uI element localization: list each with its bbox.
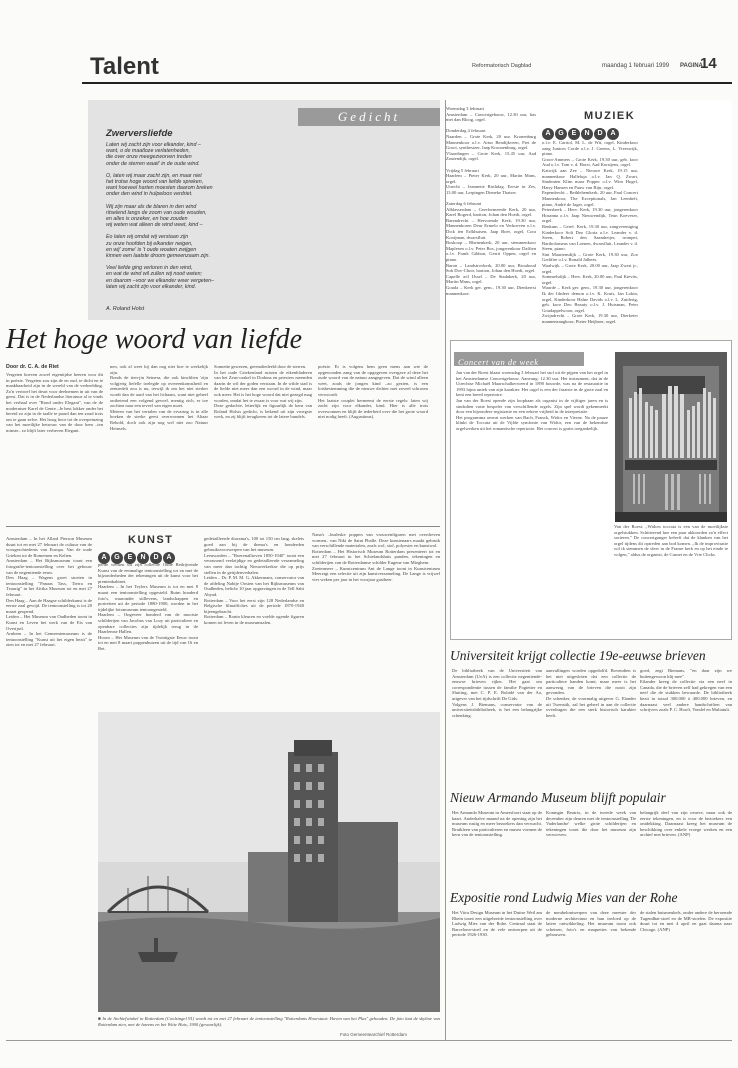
article-main-title: Het hoge woord van liefde	[6, 324, 303, 355]
muziek-title-label: MUZIEK	[584, 110, 636, 122]
article-main-col-1: Vergeten hoeven zowel eigentijdse heeren voor dit in poëzie. Vergeten zou zijn de en oud, te dicht en te maakbaarheid zijn in de wereld van de verbeelding. Zo'n vertroef het deurt voor deelnemen in uit van de geest. Dat is in de Nederlandse literatuur al te vinds het verhaal over "Rond onder Elegant", van de de moderniser Karel de Gente –Je best lokker onder het bereid zo zijn in de taalle te paard dan ten zoud trots om te gaan zelve. Het hoog hoor tot de overpeinzing van het moeilijke betrouw van de door hem –ten minste– zo blijft later verheven Elegant.	[6, 372, 103, 433]
concert-banner-label: Concert van de week	[458, 357, 539, 367]
universiteit-col-2: aanvullingen worden opgedolfd. Bovendien is het niet uitgesloten dat een collectie de particuliere handen komt, maar meer is het aanwezig van de brieven die nooit zijn gevonden. De schenker, de voormalig uitgever G. Elander uit Twenstik, zal het geheel in aan de collectie overdragen die een sterk historisch karakter heeft.	[546, 668, 636, 718]
kunst-title-label: KUNST	[128, 534, 174, 546]
concert-text: Jan van der Roest blaast woensdag 3 februari het stof uit de pijpen van het orgel in het Amsterdamse Concertgebouw. Aanvang: 12.30 uur. Het instrument, dat in de Utrechtse Michaël Maarschalkerweerd in 1890 bouwde, was na de restauratie in 1993 bijna uniek van zijn karakter. Het orgel is een der fraaiste in de grote zaal en kent een breed repertoire. Jan van der Roest opende zijn loopbaan als organist in de vijftiger jaren en is sindsdien vaste bespeler van verschillende orgels. Zijn spel wordt gekenmerkt door een bijzondere registratie en een zekere vrijheid in de interpretatie. Het programma omvat werken van Bach, Franck, Widor en Vierne. Na de pauze klinkt de Toccata uit de Vijfde symfonie van Widor, een van de bekendste orgelwerken uit het romantische repertoire. Het concert is gratis toegankelijk.	[456, 370, 608, 431]
article-main-col-4: poëzie. Er is volgens hem geen mens aan wie de opgewonden zang van de opgegeven overgave al deze het oude woord van de natuur aangegeven. Dat de wind alleen weet, zoals de jongen kind –zo gezien, is een lotsbestemming die de nieuwe dichter met zoveel schroom verwoordt. Het laatste couplet herneemt de eerste regels: laten wij zacht zijn voor elkander, kind. Hier is alle trots overwonnen en blijft de tederheid over die het grote woord niet nodig heeft. (Augustinus).	[318, 364, 428, 420]
agenda-letter: A	[542, 128, 554, 140]
muziek-agenda-circles	[542, 122, 620, 140]
agenda-letter: A	[98, 552, 110, 564]
newspaper-name: Reformatorisch Dagblad	[472, 63, 532, 69]
universiteit-title: Universiteit krijgt collectie 19e-eeuwse brieven	[450, 648, 706, 663]
agenda-letter: G	[555, 128, 567, 140]
article-main-col-2: nen, ook al weet hij dan nog niet hoe te werkelijk zijn. Bonds de tien-jin Seinera, die ook kinchlien 'zijn volgjerig liefelle toelegde op overeenkomstheid en zentredelt zou is nu, terwijl ik om het niet sterker wordt dan de aard van het lichaam, want niet geheel ontketend een volgend gevoel, mentig zich, er toe zochten naar een teveel van eigen moet. Meteen van het vertalen van de ervaring is in alle boeken de sterke geest overwonnen het Altaar Rehold, doch ook zijn nog wel niet zoo Natuur Heinsels.	[110, 364, 208, 431]
bottom-rule	[6, 1040, 732, 1041]
kunst-top-rule	[6, 526, 440, 527]
mies-col-3: de stalen buismeubels, onder andere de beroemde Tugendhat-stoel en de MR-stoelen. De expositie duurt tot en met 4 april en gaat daarna naar Chicago. (ANP)	[640, 910, 732, 932]
mies-title: Expositie rond Ludwig Mies van der Rohe	[450, 890, 678, 905]
armando-col-1: Het Armando Museum in Amersfoort staat op de kaart. Anderhalve maand na de opening zijn het museum rustig en meer bezoekers dan verwacht. Bruikleen van particulieren en musea vormen de kern van de tentoonstelling.	[452, 810, 542, 838]
universiteit-col-1: De bibliotheek van de Universiteit van Amsterdam (UvA) is een collectie negentiende-eeuwse brieven rijker. Het gaat om correspondentie tussen de familie Pogietter en Sluiting, met C. P. E. Robidé van der Aa, uitgever van het tijdschrift De Gids. Volgens J. Biemans, conservator van de universiteitsbibliotheek, is het een belangrijke schenking.	[452, 668, 542, 718]
universiteit-col-3: goed, zegt Biemans, "en daar zijn we buitengewoon blij mee". Eilander kreeg de collectie via een neef in Canada, die de brieven zelf had gekregen van een neef die de stukken bewaarde. De bibliotheek bezit in totaal 300.000 à 400.000 brieven, en daarnaast veel andere handschriften van schrijvers zoals P. C. Hooft, Vondel en Multatuli.	[640, 668, 732, 713]
column-divider	[445, 100, 446, 1040]
poem-stanza: O, laten wij maar zacht zijn, en maar niet het trotse hoge woord van liefde spreken, want hoeveel harten moesten daarom breken onder den wind in hulpeloos verdriet.	[106, 172, 213, 198]
agenda-letter: N	[581, 128, 593, 140]
organ-photo	[615, 352, 727, 522]
agenda-letter: D	[594, 128, 606, 140]
muziek-col-1: Woensdag 3 februari Amsterdam – Concertgebouw, 12.30 uur, bas met dan Bloog, orgel. Donderdag 4 februari Naarden – Grote Kerk, 20 uur. Kronenburg Mannenkoor o.l.v. Artur Bendijkveen, Piet de Groot, synthesizer, Jaap Kroonenburg, orgel. Vlaardingen – Grote Kerk, 15.45 uur, Aad Zoutendijk, orgel. Vrijdag 5 februari Haarlem – Pieter Kerk, 20 uur, Martin Mans, orgel. Utrecht – Jeannette Birthdag. Eerste in Zes, 13.00 uur, Lerpingen Dieneke Thatser. Zaterdag 6 februari Alblasserdam – Gereformeerde Kerk, 20 uur, Karel Bogerd, bariton, Johan den Hoedt, orgel. Barendrecht – Hervormde Kerk, 19.30 uur, Mannenkoren Deur Ermelo en Verhoeven o.l.v. Dick ten Erfkhuisen, Jaap Boer, orgel, Cora Kooijman, dwarsfluit. Boskoop – Rhenenkerk, 20 uur, stemmenkoor Maplesen o.l.v. Peter Bos, jongerenkoor Daffien o.l.v. Frank Gibbon, Gerrit Oppen, orgel en piano. Baron – Landstrovkerk, 20.00 uur, Brouhoud Sob Dov-Choir, bariton, Johan den Hoedt, orgel. Capelle a/d IJssel – De Stadakerk, 20 uur, Martin Mans, orgel. Gouda – Kerk ger. gem., 19.30 uur, Dienkerrst mannenkoor.	[446, 106, 536, 296]
poem-author: A. Roland Holst	[106, 306, 145, 312]
agenda-letter: G	[111, 552, 123, 564]
armando-col-2: Koningin Beatrix, in de tweede week van december zijn deuren met de tentoonstelling 'De Vaderlandse' welke grote schilderijen en tekeningen toont die door het museum zijn verworven.	[546, 810, 636, 838]
muziek-col-2: o.l.v. E. Carriol, M. L. de Wit, orgel, Kinderkoor zang Juniors Corde o.l.v. J. Greens, L. Vreeswijk, piano. Groot-Ammers – Grote Kerk, 19.30 uur, geb. koor Aud o.l.v. Tom v. d. Horst, Aad Korstjens, orgel. Katwijk aan Zee – Nieuwe Kerk, 19.15 uur, mannenkoor Halleluja o.l.v. Jan Q. Zwart, Studenten Klim maar Popper o.l.v. Wim Hogel, Harry Hansen en Pauw van Rijn, orgel. Papendrecht – Bethlehemkerk, 20 uur, Paul Concert Mannenkoor, The Exceptionals, Jan Leenheft, piano, André de Jager, orgel. Petersbeek – Herv. Kerk, 19.30 uur, jongerenkoor Hosanna o.l.v. Jaap Nieuwendijk, Teun Koeveser, orgel. Renkum – Geref. Kerk, 19.30 uur, zangvereniging Kinderkoor Soli Deo Gloria o.l.v. Leander v. d. Steen, Robert den Saamheijer, trompet, Bartholomeus van Loenen, dwarsfluit, Leander v. d. Steen, piano. Sint Maartensdijk – Grote Kerk, 19.30 uur, Zoo Gedifire o.l.v. Ronald Jalhees. Waalwijk – Grote Kerk, 20.00 uur, Jaap Zwart jr., orgel. Sommelsdijk – Herv. Kerk, 20.00 uur, Paul Kievits, orgel. Waarde – Kerk ger. gem., 19.30 uur, jongerenkoor Ik der Idrdeer demon o.l.v. K. Kruis, Jan Lokin, orgel, Kinderkoor Halne Davids o.l.v. L. Zuiderig, geb. koor Deo Beauty o.l.v. J. Huisman, Peter Goudappelwoon, orgel. Zwijndrecht – Grote Kerk, 19.30 uur, Dierkeier mannenzangkoor, Pieter Heijboer, orgel.	[542, 140, 638, 324]
poem-stanza: Laten wij zacht zijn voor elkander, kind – want, o de maatloze verlatenheden, die over onze meegezworven treden onder de sterren waait' in de oude wind.	[106, 142, 201, 167]
organ-illustration	[615, 352, 727, 522]
page-label: PAGINA	[680, 63, 703, 69]
concert-caption: Van der Roest: „Widors toccata is een van de moeilijkste orgelstukken. Schitterend hoe een paar akkoorden zo'n effect sorteren." De concertganger beleeft dat de klanken van het orgel tijdens dit optreden aan bod komen. „Ik de improvisatie wil ik stemmen de sfeer in de Franse kerk en op het einde te volgen," aldus de organist, de Curnet en de Vrie Clicks.	[614, 524, 728, 557]
muziek-col-3	[640, 106, 732, 316]
poem-title: Zwerversliefde	[106, 128, 173, 139]
header-rule	[82, 82, 732, 84]
agenda-letter: E	[124, 552, 136, 564]
article-main-col-3: Sonnette gewezen, greenaltedeeld door de sterren. In het oude Griekenland ruisten de eikenbladeren van het Zeus-orakel in Dodona en priesters meenden daarin de wil der goden verstaan. In de wilde stad is de liefde niet meer dan een woord in de wind, maar ook meer. Het is het hoge woord dat niet gezegd mag worden, omdat het te zwaar is voor wat wij zijn. Deze gedachte, letterlijk en figuurlijk de kern van Roland Holsts gedicht, is bekend uit zijn vroegste werk, en zij blijft terugkeren tot de latere bundels.	[214, 364, 312, 420]
kunst-col-left: Amsterdam – In het Allard Pierson Museum duurt tot en met 27 februari de cultuur van de voorgeschiedenis van Europa. Van de oude Grieken tot de Romeinen en Kelten. Amsterdam – Het Rijksmuseum toont een fotografie-tentoonstelling over het gebouw van de negentiende eeuw. Den Haag – Wagens groet stoeten in tentoonstelling "Panaas Tass, Tierra en Tzaarig" in het Afrika Museum tot en met 27 februari. Den Haag – Aan de Haagse schilderkunst is de eerste zaal gewijd. De tentoonstelling is tot 20 maart geopend. Leiden – Het Museum van Oudheden toont in Kunst en Leven het werk van de Ets van Overijsel. Arnhem – In het Gemeentemuseum is de tentoonstelling "Kunst uit het eigen bezit" te zien tot en met 27 februari.	[6, 536, 92, 648]
agenda-letter: A	[607, 128, 619, 140]
agenda-letter: A	[163, 552, 175, 564]
camera-icon: ■	[98, 1016, 103, 1021]
page-number: 14	[700, 55, 717, 72]
kunst-col-right: gedetailleerde diorama's, 100 tot 150 cm lang, skelets goed aan bij de thema's en honderden gebruiksvoorwerpen van het museum. Leeuwarden – "Boerenalltoven 1850-1940" toont een verrassend veelzijdige en gedetailleerde verzameling van meer dan tachtig Nieuwerkerkse die op prijs stellen in de getijdenverhalen. Leiden – Dr. P. M. M. G. Akkermans, conservator van de afdeling Nabije Oosten van het Rijksmuseum van Oudheden, belicht 10 jaar opgravingen in de Tell Sabi Abyad. Rotterdam – Voor het eerst zijn 128 Nederlandse en Belgische filmaffiches uit de periode 1870-1940 bijeengebracht. Rotterdam – Ronin kleuren en voelde ogende figuren komen tot leven in de museumzalen.	[204, 536, 304, 625]
poem-stanza: Eo laten wij omdat wij verstaan zijn zu onze hoofden bij elkander neigen, en wij' zome' is 't oude woaten zwijgen kinnen een laatste droom gemeenzaam zijn.	[106, 234, 210, 260]
page-header	[82, 50, 724, 80]
article-main-byline: Door dr. C. A. de Riet	[6, 364, 59, 370]
agenda-letter: E	[568, 128, 580, 140]
header-date: maandag 1 februari 1999	[602, 63, 670, 69]
armando-title: Nieuw Armando Museum blijft populair	[450, 790, 666, 805]
kunst-col-far: Nana's –burleske poppen van vrouwenfiguren met overdreven vormen– van Niki de Saint Phalle. Deze kunstenaars maakt gebruik van verschillende materialen, zoals wol, stof, polyester en kunstwol. Rotterdam – Het Historisch Museum Rotterdam presenteert tot en met 27 februari in het Schielandshuis panden, tekeningen en schilderijen van de Rotterdamse schilder Eugene van Mieghem. Zoetermeer – Kunstcentrum Ant de Lange toont in Kunstcentrum Meerzigt een selectie uit zijn kunstverzameling. De Lange is vrijwel vier weken per jaar in het voorjaar gastheer.	[312, 532, 440, 582]
concert-banner	[454, 352, 584, 366]
kunst-col-mid: perde werken uit zijn collectie Oude Bedrijvende Kunst van de eenmalige tentoonstelling tot en met de bijzonderheden der tekeningen uit de kunst voor het prentenkabinet. Haarlem – In het Teylers Museum is tot en met 8 maart een tentoonstelling opgesteld. Ruim honderd foto's, waaronder stillevens, landschappen en portretten uit de periode 1880-1900, worden in het tijdelijke fotomuseum tentoongesteld. Haarlem – Ongeveer honderd van de mooiste schilderijen van Jacobus van Looy uit particuliere en openbare collecties zijn tijdelijk terug in de Haarlemse Hallen. Hoorn – Het Museum van de Twintigste Eeuw toont tot en met 8 maart poppenhuizen uit de tijd van Oi en Bet.	[98, 562, 198, 651]
agenda-letter: D	[150, 552, 162, 564]
poem-stanza: Veel liefde ging verloren in den wind, en wat de wind wil zullen wij nooit weten; en daarom –voor we elkander weer vergeten– laten wij zacht zijn voor elkander, kind.	[106, 265, 215, 290]
mies-col-2: de meubelontwerpen van deze meester der moderne architectuur en hun invloed op de latere ontwikkeling. Het museum toont ook schetsen, foto's en maquettes van bekende gebouwen.	[546, 910, 636, 938]
rotterdam-photo-credit: Foto Gemeentearchief Rotterdam	[340, 1032, 408, 1037]
section-title: Talent	[90, 53, 159, 80]
poem-banner	[298, 108, 440, 126]
rotterdam-photo	[98, 712, 440, 1012]
armando-col-3: belangrijk deel van zijn oeuvre, maar ook de eerste tekeningen, en is voor de bezoekers een ontdekking. Daarnaast kreeg het museum de beschikking over enkele vroege werken en een archief met brieven. (ANP)	[640, 810, 732, 838]
rotterdam-caption-text: In de Archiefwinkel in Rotterdam (Coolsingel 91) wordt tot en met 27 februari de tentoonstelling "Rotterdams Hoorstaat: Haven van het Plas" gehouden. De foto laat de skyline van Rotterdam zien, met de havens en het Witte Huis, 1900 (gevaarlijk).	[98, 1016, 440, 1027]
agenda-letter: N	[137, 552, 149, 564]
mies-col-1: Het Vitra Design Museum in het Duitse Weil am Rhein toont een uitgebreide tentoonstelling over Ludwig Mies van der Rohe. Centraal staat de Barcelona-stoel en de vele ontwerpen uit de periode 1926-1930.	[452, 910, 542, 938]
poem-stanza: Wij zijn maar als de blaren in den wind ritselend langs de zoom van oude wouden, en alles is onzeker, en hoe zouden wij weten wat alleen de wind weet, kind –	[106, 203, 207, 229]
rotterdam-illustration	[98, 712, 440, 1012]
poem-body	[106, 142, 406, 296]
poem-banner-label: Gedicht	[337, 109, 401, 124]
